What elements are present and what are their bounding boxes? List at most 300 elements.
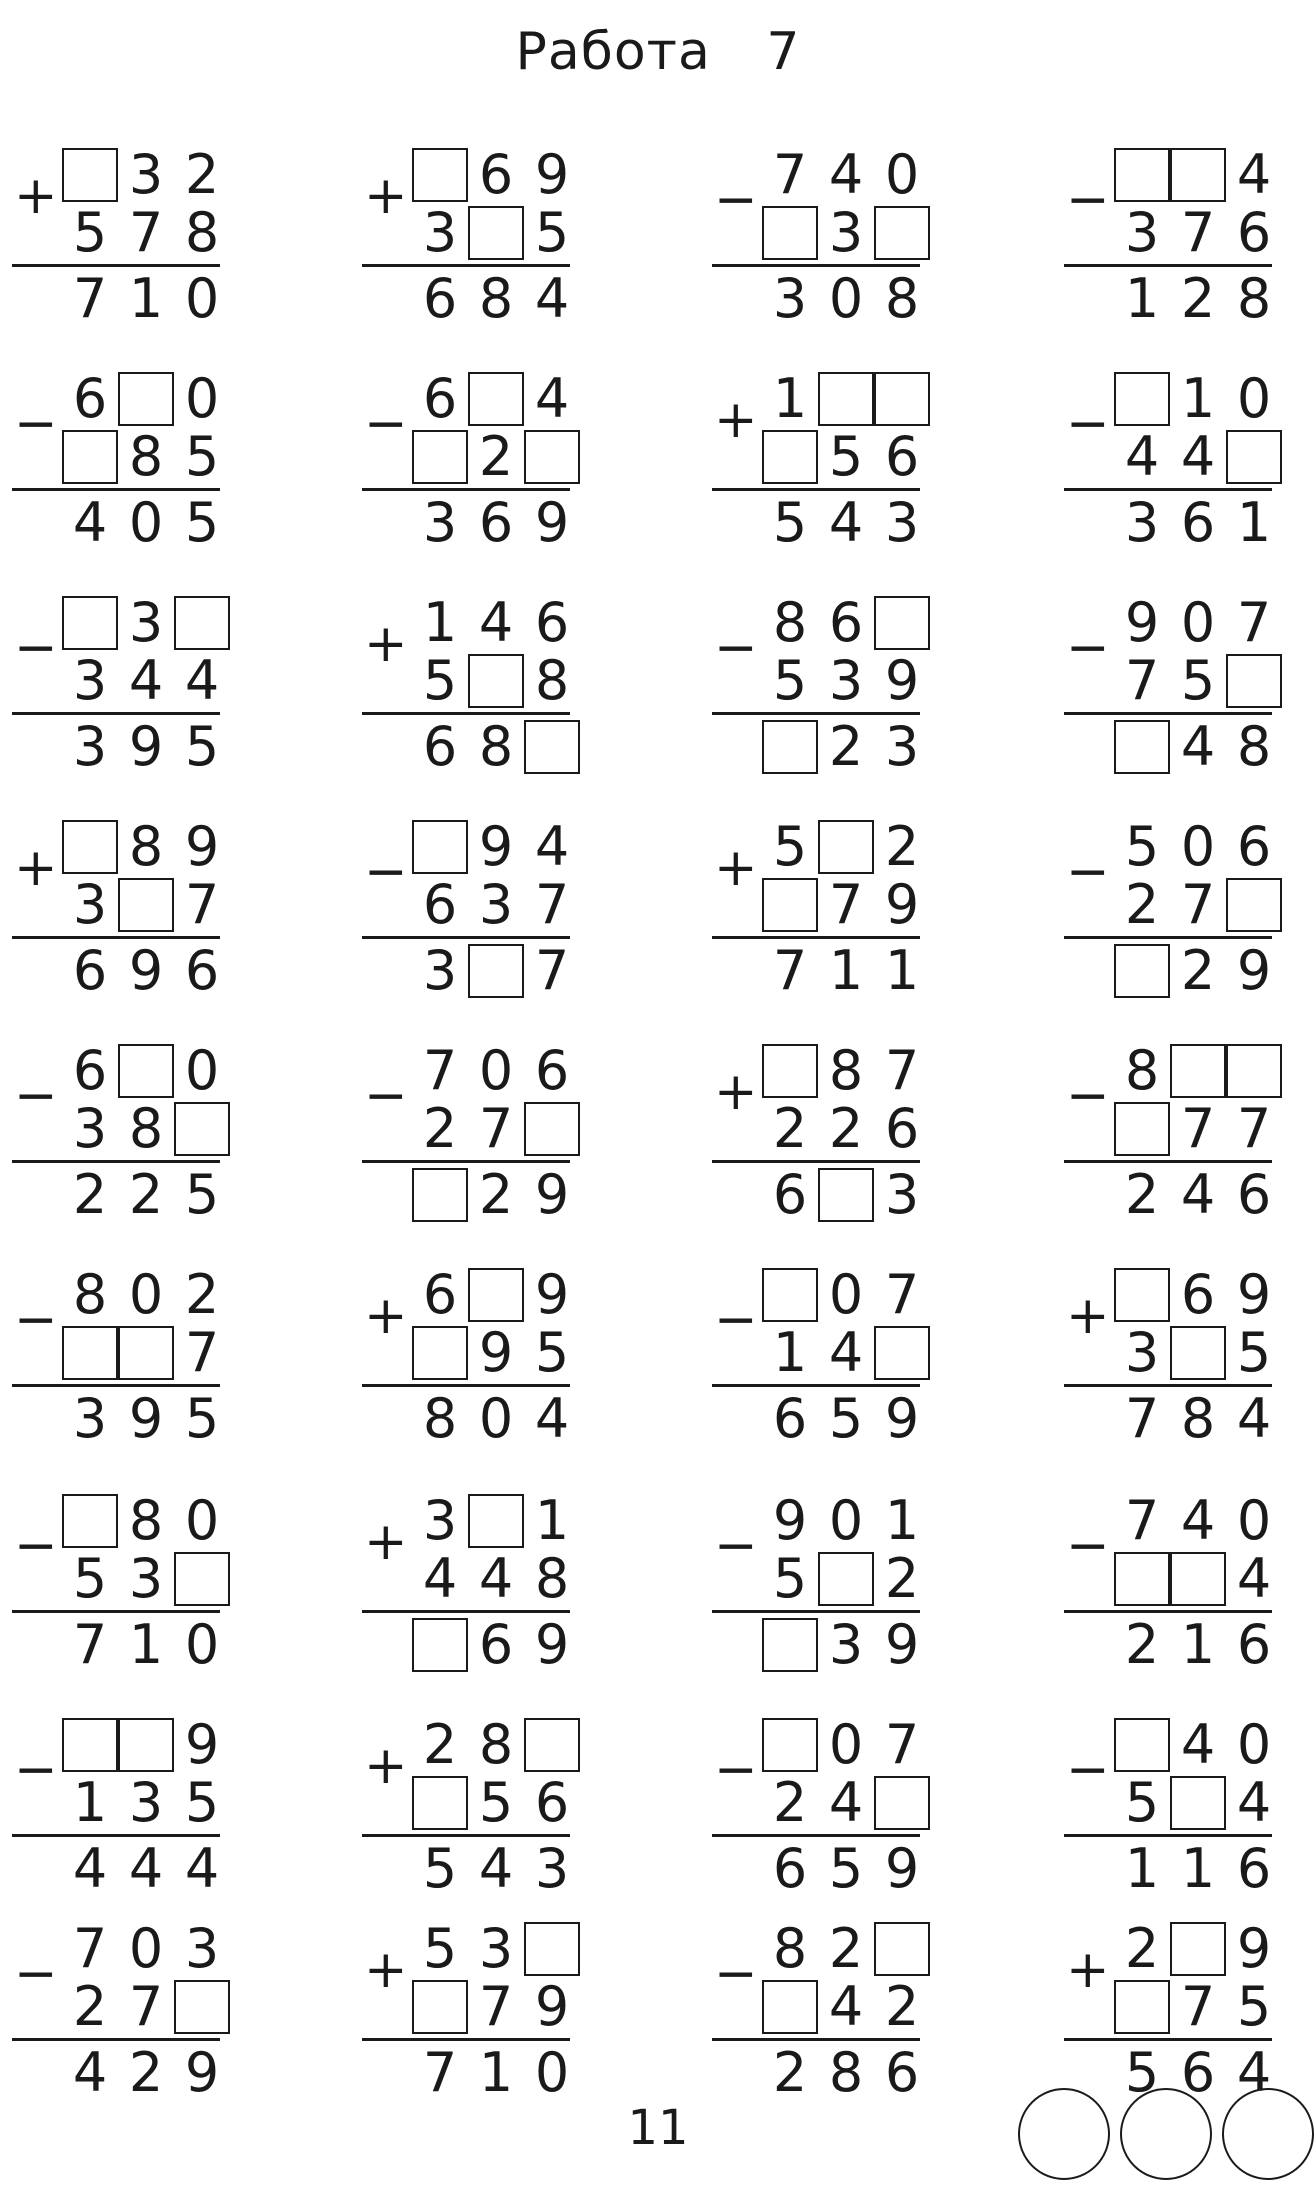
answer-box[interactable] xyxy=(762,1618,818,1672)
answer-box[interactable] xyxy=(818,372,874,426)
answer-box[interactable] xyxy=(1170,148,1226,202)
second-number xyxy=(62,873,230,936)
minus-sign: − xyxy=(1066,1066,1110,1126)
answer-box[interactable] xyxy=(874,1922,930,1976)
sum-line xyxy=(1064,1384,1272,1387)
answer-box[interactable] xyxy=(174,1980,230,2034)
digit: 1 xyxy=(772,367,808,430)
result-number xyxy=(1114,1837,1282,1900)
digit: 4 xyxy=(534,367,570,430)
digit: 5 xyxy=(1124,815,1160,878)
sum-line xyxy=(1064,2038,1272,2041)
problem-1-4 xyxy=(1064,143,1284,348)
digit: 8 xyxy=(128,1097,164,1160)
problem-6-1 xyxy=(12,1263,232,1468)
digit: 1 xyxy=(884,1489,920,1552)
second-number xyxy=(762,1771,930,1834)
result-number xyxy=(62,1837,230,1900)
sum-line xyxy=(712,264,920,267)
score-circle-2[interactable] xyxy=(1120,2088,1212,2180)
problem-9-3 xyxy=(712,1917,932,2122)
answer-box[interactable] xyxy=(62,1326,118,1380)
digit: 9 xyxy=(534,491,570,554)
answer-box[interactable] xyxy=(524,1718,580,1772)
answer-box[interactable] xyxy=(874,206,930,260)
first-number xyxy=(762,1489,930,1552)
answer-box[interactable] xyxy=(412,1776,468,1830)
first-number xyxy=(412,591,580,654)
result-number xyxy=(62,939,230,1002)
digit: 6 xyxy=(534,1039,570,1102)
digit: 1 xyxy=(828,939,864,1002)
result-number xyxy=(412,1163,580,1226)
digit: 3 xyxy=(128,591,164,654)
minus-sign: − xyxy=(1066,1740,1110,1800)
answer-box[interactable] xyxy=(762,720,818,774)
first-number xyxy=(762,1039,930,1102)
answer-box[interactable] xyxy=(1170,1044,1226,1098)
digit: 7 xyxy=(1124,649,1160,712)
result-number xyxy=(62,1163,230,1226)
answer-box[interactable] xyxy=(62,1494,118,1548)
sum-line xyxy=(1064,936,1272,939)
result-number xyxy=(62,491,230,554)
second-number xyxy=(762,1975,930,2038)
digit: 9 xyxy=(184,815,220,878)
problem-8-4 xyxy=(1064,1713,1284,1918)
sum-line xyxy=(12,1610,220,1613)
result-number xyxy=(62,1613,230,1676)
digit: 9 xyxy=(534,1163,570,1226)
answer-box[interactable] xyxy=(412,1618,468,1672)
digit: 4 xyxy=(1180,715,1216,778)
digit: 2 xyxy=(1124,1917,1160,1980)
answer-box[interactable] xyxy=(62,820,118,874)
answer-box[interactable] xyxy=(1226,878,1282,932)
first-number xyxy=(412,1713,580,1776)
digit: 6 xyxy=(422,715,458,778)
digit: 0 xyxy=(884,143,920,206)
answer-box[interactable] xyxy=(468,944,524,998)
digit: 4 xyxy=(1236,1771,1272,1834)
second-number xyxy=(1114,1321,1282,1384)
digit: 8 xyxy=(422,1387,458,1450)
digit: 7 xyxy=(884,1263,920,1326)
answer-box[interactable] xyxy=(762,1268,818,1322)
answer-box[interactable] xyxy=(412,430,468,484)
answer-box[interactable] xyxy=(62,596,118,650)
second-number xyxy=(762,201,930,264)
second-number xyxy=(412,649,580,712)
second-number xyxy=(762,1321,930,1384)
digit: 5 xyxy=(1236,1321,1272,1384)
answer-box[interactable] xyxy=(174,1102,230,1156)
digit: 2 xyxy=(478,425,514,488)
second-number xyxy=(412,425,580,488)
plus-sign: + xyxy=(14,838,58,898)
second-number xyxy=(412,1547,580,1610)
result-number xyxy=(1114,1613,1282,1676)
answer-box[interactable] xyxy=(874,1326,930,1380)
first-number xyxy=(412,1489,580,1552)
second-number xyxy=(1114,649,1282,712)
digit: 6 xyxy=(534,1771,570,1834)
sum-line xyxy=(12,2038,220,2041)
digit: 0 xyxy=(184,1489,220,1552)
answer-box[interactable] xyxy=(1114,1718,1170,1772)
digit: 5 xyxy=(184,1771,220,1834)
digit: 5 xyxy=(422,1917,458,1980)
digit: 4 xyxy=(422,1547,458,1610)
problem-3-2 xyxy=(362,591,582,796)
answer-box[interactable] xyxy=(468,654,524,708)
digit: 8 xyxy=(128,1489,164,1552)
second-number xyxy=(762,873,930,936)
digit: 7 xyxy=(1236,1097,1272,1160)
digit: 6 xyxy=(772,1387,808,1450)
problem-5-1 xyxy=(12,1039,232,1244)
digit: 3 xyxy=(422,1489,458,1552)
first-number xyxy=(62,1039,230,1102)
digit: 2 xyxy=(128,2041,164,2104)
digit: 4 xyxy=(1180,1713,1216,1776)
problem-4-3 xyxy=(712,815,932,1020)
digit: 3 xyxy=(478,1917,514,1980)
digit: 1 xyxy=(1180,367,1216,430)
digit: 7 xyxy=(422,2041,458,2104)
digit: 9 xyxy=(772,1489,808,1552)
first-number xyxy=(62,1263,230,1326)
problem-3-4 xyxy=(1064,591,1284,796)
answer-box[interactable] xyxy=(524,1922,580,1976)
digit: 8 xyxy=(534,649,570,712)
first-number xyxy=(1114,591,1282,654)
digit: 6 xyxy=(884,2041,920,2104)
sum-line xyxy=(1064,488,1272,491)
digit: 6 xyxy=(422,267,458,330)
digit: 7 xyxy=(772,143,808,206)
answer-box[interactable] xyxy=(118,1326,174,1380)
answer-box[interactable] xyxy=(818,1168,874,1222)
plus-sign: + xyxy=(364,166,408,226)
digit: 7 xyxy=(534,873,570,936)
second-number xyxy=(412,1321,580,1384)
first-number xyxy=(62,1917,230,1980)
answer-box[interactable] xyxy=(1114,1102,1170,1156)
sum-line xyxy=(362,1384,570,1387)
digit: 0 xyxy=(1236,367,1272,430)
first-number xyxy=(62,591,230,654)
digit: 4 xyxy=(184,649,220,712)
answer-box[interactable] xyxy=(818,820,874,874)
minus-sign: − xyxy=(14,618,58,678)
result-number xyxy=(412,1837,580,1900)
digit: 3 xyxy=(72,715,108,778)
digit: 2 xyxy=(1180,939,1216,1002)
answer-box[interactable] xyxy=(118,1718,174,1772)
digit: 2 xyxy=(1124,873,1160,936)
answer-box[interactable] xyxy=(174,1552,230,1606)
digit: 7 xyxy=(128,1975,164,2038)
second-number xyxy=(412,1097,580,1160)
digit: 2 xyxy=(478,1163,514,1226)
digit: 0 xyxy=(1180,591,1216,654)
answer-box[interactable] xyxy=(1114,720,1170,774)
result-number xyxy=(62,1387,230,1450)
digit: 6 xyxy=(1236,1837,1272,1900)
digit: 3 xyxy=(1124,1321,1160,1384)
answer-box[interactable] xyxy=(1226,654,1282,708)
digit: 1 xyxy=(422,591,458,654)
plus-sign: + xyxy=(1066,1286,1110,1346)
problem-6-4 xyxy=(1064,1263,1284,1468)
answer-box[interactable] xyxy=(762,430,818,484)
digit: 7 xyxy=(1180,201,1216,264)
answer-box[interactable] xyxy=(62,1718,118,1772)
digit: 6 xyxy=(1180,1263,1216,1326)
digit: 1 xyxy=(128,267,164,330)
problem-6-2 xyxy=(362,1263,582,1468)
digit: 0 xyxy=(1236,1713,1272,1776)
result-number xyxy=(1114,491,1282,554)
digit: 4 xyxy=(534,815,570,878)
answer-box[interactable] xyxy=(762,1980,818,2034)
score-circle-1[interactable] xyxy=(1018,2088,1110,2180)
minus-sign: − xyxy=(714,1944,758,2004)
answer-box[interactable] xyxy=(62,148,118,202)
answer-box[interactable] xyxy=(762,1718,818,1772)
digit: 5 xyxy=(184,425,220,488)
digit: 3 xyxy=(884,715,920,778)
first-number xyxy=(62,1713,230,1776)
minus-sign: − xyxy=(14,1944,58,2004)
answer-box[interactable] xyxy=(1226,430,1282,484)
digit: 2 xyxy=(828,715,864,778)
digit: 7 xyxy=(1180,873,1216,936)
sum-line xyxy=(362,936,570,939)
digit: 9 xyxy=(1124,591,1160,654)
sum-line xyxy=(1064,1610,1272,1613)
digit: 6 xyxy=(422,1263,458,1326)
page-number: 11 xyxy=(627,2100,689,2156)
answer-box[interactable] xyxy=(1226,1044,1282,1098)
problem-2-1 xyxy=(12,367,232,572)
plus-sign: + xyxy=(364,614,408,674)
digit: 7 xyxy=(184,873,220,936)
digit: 5 xyxy=(184,1387,220,1450)
first-number xyxy=(1114,1039,1282,1102)
answer-box[interactable] xyxy=(468,206,524,260)
minus-sign: − xyxy=(364,842,408,902)
minus-sign: − xyxy=(714,1290,758,1350)
answer-box[interactable] xyxy=(874,596,930,650)
result-number xyxy=(412,715,580,778)
answer-box[interactable] xyxy=(118,372,174,426)
result-number xyxy=(62,2041,230,2104)
answer-box[interactable] xyxy=(412,1168,468,1222)
digit: 3 xyxy=(1124,201,1160,264)
digit: 3 xyxy=(884,491,920,554)
digit: 2 xyxy=(1124,1163,1160,1226)
digit: 4 xyxy=(1180,425,1216,488)
digit: 4 xyxy=(478,1547,514,1610)
digit: 5 xyxy=(828,1387,864,1450)
answer-box[interactable] xyxy=(1114,1552,1170,1606)
digit: 5 xyxy=(422,649,458,712)
result-number xyxy=(412,1387,580,1450)
answer-box[interactable] xyxy=(1114,944,1170,998)
answer-box[interactable] xyxy=(412,820,468,874)
score-circle-3[interactable] xyxy=(1222,2088,1314,2180)
digit: 8 xyxy=(1236,715,1272,778)
problem-4-2 xyxy=(362,815,582,1020)
first-number xyxy=(412,367,580,430)
digit: 9 xyxy=(1236,1917,1272,1980)
digit: 2 xyxy=(884,1975,920,2038)
problem-9-1 xyxy=(12,1917,232,2122)
digit: 6 xyxy=(1180,2041,1216,2104)
answer-box[interactable] xyxy=(412,148,468,202)
digit: 3 xyxy=(72,873,108,936)
digit: 1 xyxy=(128,1613,164,1676)
digit: 0 xyxy=(828,267,864,330)
digit: 7 xyxy=(828,873,864,936)
minus-sign: − xyxy=(714,1740,758,1800)
digit: 7 xyxy=(1180,1975,1216,2038)
digit: 4 xyxy=(1180,1489,1216,1552)
second-number xyxy=(1114,1771,1282,1834)
digit: 5 xyxy=(184,715,220,778)
digit: 6 xyxy=(72,1039,108,1102)
problem-3-1 xyxy=(12,591,232,796)
sum-line xyxy=(712,1384,920,1387)
answer-box[interactable] xyxy=(1114,1268,1170,1322)
digit: 4 xyxy=(478,591,514,654)
plus-sign: + xyxy=(14,166,58,226)
answer-box[interactable] xyxy=(874,1776,930,1830)
result-number xyxy=(412,491,580,554)
answer-box[interactable] xyxy=(174,596,230,650)
digit: 2 xyxy=(828,1917,864,1980)
problem-8-1 xyxy=(12,1713,232,1918)
answer-box[interactable] xyxy=(762,878,818,932)
digit: 7 xyxy=(772,939,808,1002)
answer-box[interactable] xyxy=(762,1044,818,1098)
digit: 2 xyxy=(72,1975,108,2038)
minus-sign: − xyxy=(1066,842,1110,902)
sum-line xyxy=(712,1610,920,1613)
digit: 0 xyxy=(128,491,164,554)
first-number xyxy=(1114,143,1282,206)
problem-2-3 xyxy=(712,367,932,572)
problem-1-3 xyxy=(712,143,932,348)
answer-box[interactable] xyxy=(1114,148,1170,202)
problem-9-2 xyxy=(362,1917,582,2122)
digit: 9 xyxy=(1236,939,1272,1002)
answer-box[interactable] xyxy=(818,1552,874,1606)
digit: 1 xyxy=(72,1771,108,1834)
sum-line xyxy=(712,936,920,939)
answer-box[interactable] xyxy=(468,1494,524,1548)
sum-line xyxy=(12,936,220,939)
plus-sign: + xyxy=(364,1736,408,1796)
digit: 9 xyxy=(884,649,920,712)
minus-sign: − xyxy=(364,394,408,454)
sum-line xyxy=(362,1160,570,1163)
digit: 1 xyxy=(1236,491,1272,554)
digit: 4 xyxy=(1180,1163,1216,1226)
digit: 4 xyxy=(128,649,164,712)
answer-box[interactable] xyxy=(62,430,118,484)
answer-box[interactable] xyxy=(1170,1326,1226,1380)
digit: 6 xyxy=(772,1837,808,1900)
digit: 6 xyxy=(884,425,920,488)
digit: 3 xyxy=(72,649,108,712)
digit: 6 xyxy=(1180,491,1216,554)
answer-box[interactable] xyxy=(874,372,930,426)
digit: 4 xyxy=(1236,2041,1272,2104)
digit: 6 xyxy=(1236,1613,1272,1676)
problem-2-2 xyxy=(362,367,582,572)
minus-sign: − xyxy=(1066,394,1110,454)
answer-box[interactable] xyxy=(468,372,524,426)
digit: 9 xyxy=(884,1387,920,1450)
answer-box[interactable] xyxy=(1114,372,1170,426)
second-number xyxy=(62,1547,230,1610)
result-number xyxy=(762,939,930,1002)
answer-box[interactable] xyxy=(1114,1980,1170,2034)
digit: 5 xyxy=(1124,2041,1160,2104)
digit: 4 xyxy=(534,1387,570,1450)
second-number xyxy=(62,1321,230,1384)
digit: 4 xyxy=(534,267,570,330)
digit: 8 xyxy=(478,1713,514,1776)
answer-box[interactable] xyxy=(524,720,580,774)
digit: 4 xyxy=(478,1837,514,1900)
plus-sign: + xyxy=(364,1286,408,1346)
answer-box[interactable] xyxy=(524,430,580,484)
answer-box[interactable] xyxy=(118,878,174,932)
answer-box[interactable] xyxy=(762,206,818,260)
digit: 1 xyxy=(1180,1613,1216,1676)
digit: 6 xyxy=(422,367,458,430)
answer-box[interactable] xyxy=(412,1980,468,2034)
answer-box[interactable] xyxy=(1170,1922,1226,1976)
first-number xyxy=(412,1917,580,1980)
answer-box[interactable] xyxy=(118,1044,174,1098)
minus-sign: − xyxy=(14,1516,58,1576)
digit: 5 xyxy=(534,201,570,264)
digit: 5 xyxy=(772,649,808,712)
digit: 1 xyxy=(884,939,920,1002)
problem-3-3 xyxy=(712,591,932,796)
digit: 7 xyxy=(478,1975,514,2038)
digit: 4 xyxy=(828,1975,864,2038)
digit: 5 xyxy=(72,201,108,264)
digit: 3 xyxy=(184,1917,220,1980)
answer-box[interactable] xyxy=(1170,1776,1226,1830)
answer-box[interactable] xyxy=(412,1326,468,1380)
answer-box[interactable] xyxy=(524,1102,580,1156)
digit: 4 xyxy=(72,2041,108,2104)
plus-sign: + xyxy=(714,1062,758,1122)
digit: 8 xyxy=(884,267,920,330)
answer-box[interactable] xyxy=(1170,1552,1226,1606)
problem-4-1 xyxy=(12,815,232,1020)
answer-box[interactable] xyxy=(468,1268,524,1322)
digit: 7 xyxy=(1236,591,1272,654)
second-number xyxy=(62,425,230,488)
